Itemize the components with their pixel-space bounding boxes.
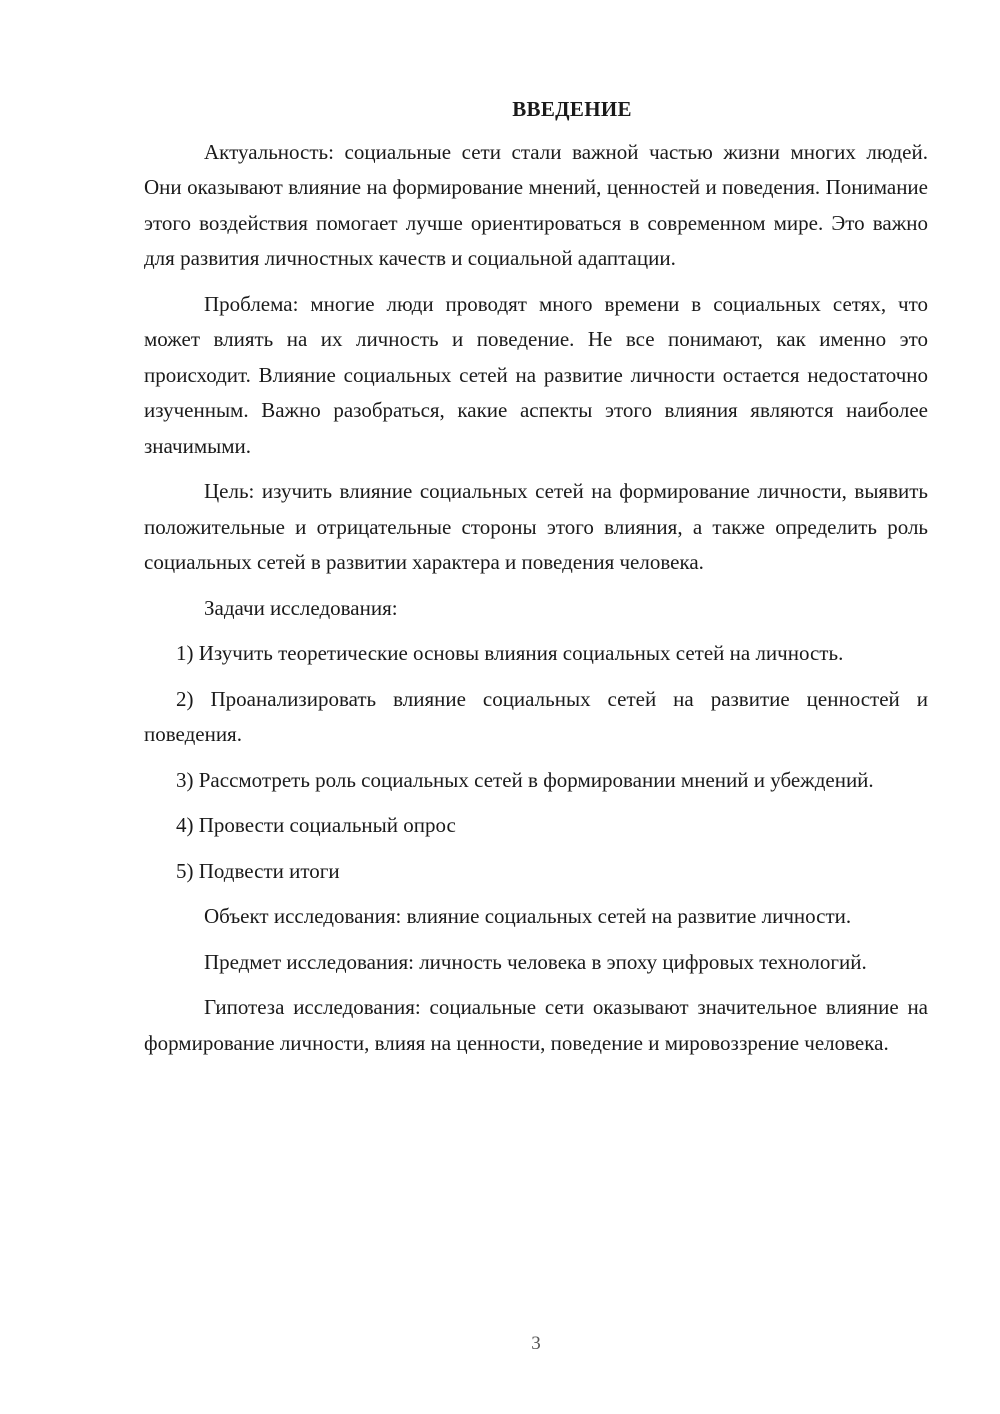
hypothesis-paragraph: Гипотеза исследования: социальные сети оказывают значительное влияние на формирование личности, влияя на ценности, поведение и мировоззрение человека.	[144, 995, 928, 1055]
subject-paragraph: Предмет исследования: личность человека в эпоху цифровых технологий.	[204, 949, 867, 974]
relevance-paragraph: Актуальность: социальные сети стали важной частью жизни многих людей. Они оказывают влияние на формирование мнений, ценностей и поведения. Понимание этого воздействия помогает лучше ориентироваться в современном мире. Это важно для развития личностных качеств и социальной адаптации.	[144, 139, 928, 270]
task-item-3: 3) Рассмотреть роль социальных сетей в формировании мнений и убеждений.	[176, 767, 874, 792]
problem-paragraph: Проблема: многие люди проводят много времени в социальных сетях, что может влиять на их личность и поведение. Не все понимают, как именно это происходит. Влияние социальных сетей на развитие личности остается недостаточно изученным. Важно разобраться, какие аспекты этого влияния являются наиболее значимыми.	[144, 291, 928, 458]
task-item-1: 1) Изучить теоретические основы влияния социальных сетей на личность.	[176, 641, 844, 665]
task-item-4: 4) Провести социальный опрос	[176, 813, 456, 837]
page-number: 3	[531, 1333, 541, 1354]
page-content	[144, 92, 928, 1071]
page-title: ВВЕДЕНИЕ	[512, 97, 632, 121]
task-item-2: 2) Проанализировать влияние социальных сетей на развитие ценностей и поведения.	[144, 686, 928, 746]
goal-paragraph: Цель: изучить влияние социальных сетей на формирование личности, выявить положительные и отрицательные стороны этого влияния, а также определить роль социальных сетей в развитии характера и поведения человека.	[144, 479, 928, 574]
task-item-5: 5) Подвести итоги	[176, 858, 340, 883]
object-paragraph: Объект исследования: влияние социальных сетей на развитие личности.	[204, 904, 852, 928]
tasks-heading: Задачи исследования:	[204, 595, 398, 620]
